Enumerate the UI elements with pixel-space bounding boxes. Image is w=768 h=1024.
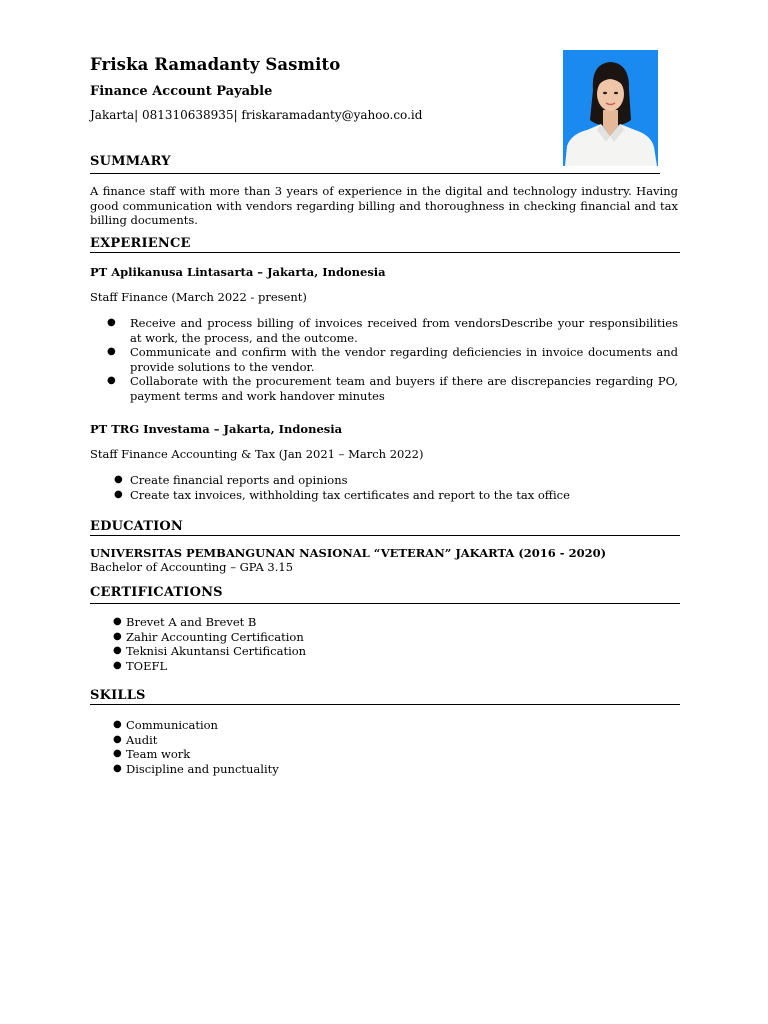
skills-heading: SKILLS [90, 688, 146, 703]
bullet-icon: ● [113, 659, 122, 671]
bullet-icon: ● [113, 616, 122, 627]
bullet-icon: ● [113, 733, 122, 745]
skills-divider [90, 704, 680, 705]
list-item: ● Discipline and punctuality [113, 761, 279, 776]
summary-text: A finance staff with more than 3 years of experience in the digital and technology industry. Having good communication with vendors regarding billing and thoroughness in checking financial and tax billing documents. [90, 184, 678, 227]
bullet-icon: ● [107, 375, 116, 387]
list-item: ● Teknisi Akuntansi Certification [113, 644, 307, 659]
list-item: ● Create tax invoices, withholding tax certificates and report to the tax office [114, 487, 570, 502]
list-item: ● Communicate and confirm with the vendor regarding deficiencies in invoice documents and provide solutions to the vendor. [107, 345, 678, 374]
company-name: PT Aplikanusa Lintasarta – Jakarta, Indonesia [90, 265, 386, 279]
list-item: ● Team work [113, 747, 191, 762]
bullet-icon: ● [113, 762, 122, 774]
degree: Bachelor of Accounting – GPA 3.15 [90, 560, 294, 574]
list-item: ● TOEFL [113, 658, 168, 673]
job-title: Staff Finance (March 2022 - present) [90, 290, 307, 304]
bullet-icon: ● [114, 488, 123, 500]
education-heading: EDUCATION [90, 519, 184, 534]
list-item: ● Zahir Accounting Certification [113, 629, 304, 644]
summary-divider [90, 173, 660, 174]
bullet-icon: ● [113, 748, 122, 760]
list-item: ● Audit [113, 732, 158, 747]
list-item: ● Receive and process billing of invoices received from vendorsDescribe your responsibilities at work, the process, and the outcome. [107, 316, 678, 345]
job-responsibilities [90, 316, 678, 404]
profile-photo [563, 50, 658, 166]
certifications-heading: CERTIFICATIONS [90, 585, 223, 600]
list-item: ● Collaborate with the procurement team and buyers if there are discrepancies regarding PO, payment terms and work handover minutes [107, 374, 678, 403]
experience-divider [90, 252, 680, 253]
list-item: ● Brevet A and Brevet B [113, 615, 257, 629]
summary-heading: SUMMARY [90, 154, 171, 169]
bullet-icon: ● [113, 719, 122, 730]
contact-line: Jakarta| 081310638935| friskaramadanty@yahoo.co.id [90, 108, 423, 122]
certifications-divider [90, 603, 680, 604]
certifications-list [90, 615, 490, 673]
experience-heading: EXPERIENCE [90, 236, 191, 251]
school-name: UNIVERSITAS PEMBANGUNAN NASIONAL “VETERAN” JAKARTA (2016 - 2020) [90, 546, 607, 560]
bullet-icon: ● [107, 317, 116, 328]
list-item: ● Communication [113, 718, 218, 732]
bullet-icon: ● [114, 474, 123, 485]
education-divider [90, 535, 680, 536]
job-responsibilities [90, 473, 678, 502]
candidate-role: Finance Account Payable [90, 84, 273, 99]
skills-list [90, 718, 490, 776]
bullet-icon: ● [113, 630, 122, 642]
list-item: ● Create financial reports and opinions [114, 473, 348, 487]
job-title: Staff Finance Accounting & Tax (Jan 2021 – March 2022) [90, 447, 424, 461]
bullet-icon: ● [113, 645, 122, 657]
company-name: PT TRG Investama – Jakarta, Indonesia [90, 422, 343, 436]
candidate-name: Friska Ramadanty Sasmito [90, 55, 341, 74]
bullet-icon: ● [107, 346, 116, 358]
